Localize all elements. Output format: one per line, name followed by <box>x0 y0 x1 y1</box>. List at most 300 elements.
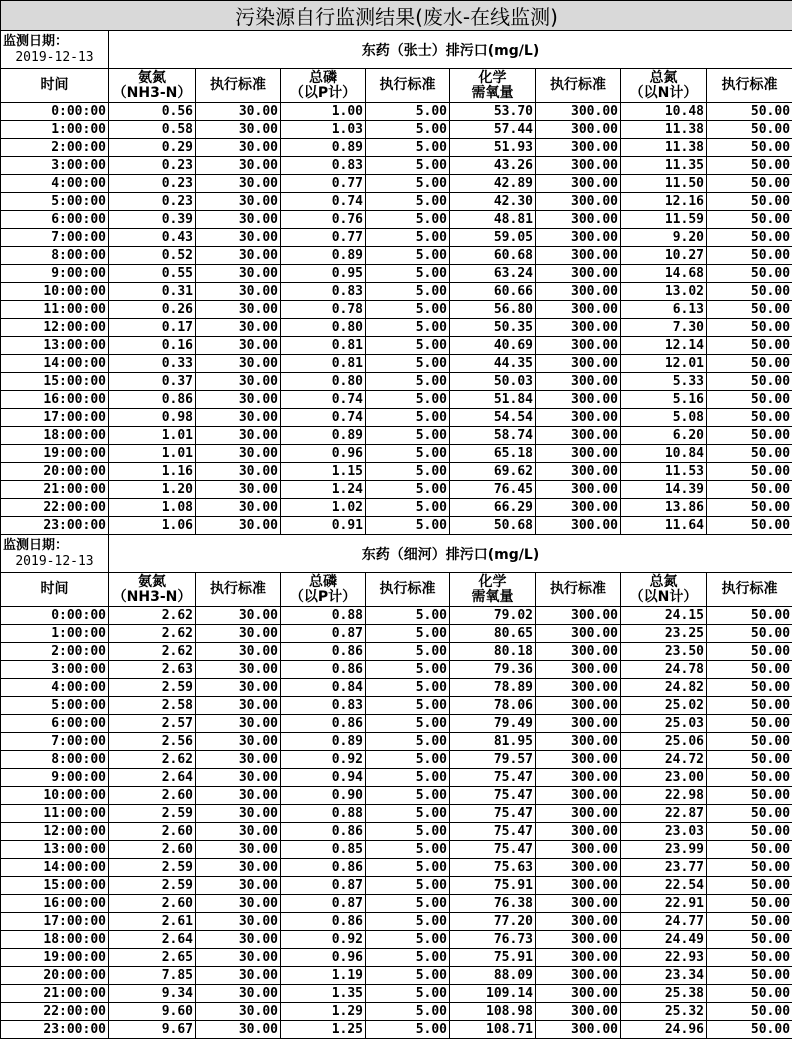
table-cell: 0.96 <box>281 949 366 967</box>
table-cell: 5.00 <box>366 355 450 373</box>
table-cell: 78.06 <box>450 697 536 715</box>
table-cell: 0.17 <box>109 319 196 337</box>
table-cell: 1.01 <box>109 427 196 445</box>
table-cell: 50.00 <box>707 265 792 283</box>
table-cell: 48.81 <box>450 211 536 229</box>
table-cell: 0.81 <box>281 355 366 373</box>
table-cell: 5.00 <box>366 1021 450 1039</box>
table-cell: 50.68 <box>450 517 536 535</box>
table-cell: 5.00 <box>366 391 450 409</box>
table-cell: 1.19 <box>281 967 366 985</box>
table-cell: 10.48 <box>621 103 707 121</box>
table-cell: 5.00 <box>366 823 450 841</box>
table-cell: 0.86 <box>281 643 366 661</box>
table-cell: 2.65 <box>109 949 196 967</box>
table-cell: 5.00 <box>366 1003 450 1021</box>
table-cell: 300.00 <box>536 391 621 409</box>
table-cell: 50.00 <box>707 805 792 823</box>
table-cell: 5.00 <box>366 643 450 661</box>
table-cell: 50.00 <box>707 823 792 841</box>
table-cell: 2.57 <box>109 715 196 733</box>
table-cell: 23:00:00 <box>1 517 109 535</box>
table-cell: 30.00 <box>196 967 281 985</box>
table-row <box>1 355 792 373</box>
table-row <box>1 913 792 931</box>
column-header-line: 执行标准 <box>210 77 266 93</box>
table-cell: 17:00:00 <box>1 409 109 427</box>
table-cell: 300.00 <box>536 643 621 661</box>
table-row <box>1 679 792 697</box>
table-cell: 21:00:00 <box>1 985 109 1003</box>
monitoring-date-label: 监测日期： <box>3 537 69 553</box>
table-row <box>1 409 792 427</box>
page-title: 污染源自行监测结果(废水-在线监测) <box>1 1 792 31</box>
table-cell: 300.00 <box>536 121 621 139</box>
title-row <box>1 1 792 31</box>
table-cell: 42.89 <box>450 175 536 193</box>
table-cell: 300.00 <box>536 805 621 823</box>
table-row <box>1 733 792 751</box>
table-cell: 25.38 <box>621 985 707 1003</box>
table-row <box>1 211 792 229</box>
table-cell: 51.93 <box>450 139 536 157</box>
table-cell: 30.00 <box>196 697 281 715</box>
table-cell: 0.78 <box>281 301 366 319</box>
table-cell: 2.62 <box>109 625 196 643</box>
table-cell: 5.00 <box>366 463 450 481</box>
table-cell: 25.02 <box>621 697 707 715</box>
table-row <box>1 895 792 913</box>
table-cell: 300.00 <box>536 607 621 625</box>
table-cell: 23.50 <box>621 643 707 661</box>
table-cell: 2.59 <box>109 859 196 877</box>
table-cell: 300.00 <box>536 679 621 697</box>
table-cell: 16:00:00 <box>1 895 109 913</box>
table-row <box>1 787 792 805</box>
table-cell: 30.00 <box>196 373 281 391</box>
table-cell: 50.00 <box>707 211 792 229</box>
table-cell: 300.00 <box>536 823 621 841</box>
table-cell: 1.08 <box>109 499 196 517</box>
table-cell: 24.72 <box>621 751 707 769</box>
table-cell: 0.94 <box>281 769 366 787</box>
table-cell: 300.00 <box>536 193 621 211</box>
table-cell: 2.58 <box>109 697 196 715</box>
table-cell: 65.18 <box>450 445 536 463</box>
table-cell: 109.14 <box>450 985 536 1003</box>
column-header-subline: 需氧量 <box>471 84 514 101</box>
table-cell: 50.00 <box>707 643 792 661</box>
table-cell: 24.96 <box>621 1021 707 1039</box>
table-cell: 50.00 <box>707 697 792 715</box>
table-cell: 50.00 <box>707 517 792 535</box>
table-cell: 50.00 <box>707 913 792 931</box>
table-row <box>1 607 792 625</box>
table-row <box>1 373 792 391</box>
table-cell: 24.49 <box>621 931 707 949</box>
table-cell: 79.57 <box>450 751 536 769</box>
table-row <box>1 661 792 679</box>
column-header-subline: （以P计） <box>289 84 357 101</box>
table-row <box>1 643 792 661</box>
table-cell: 5.33 <box>621 373 707 391</box>
table-cell: 50.00 <box>707 247 792 265</box>
table-cell: 5.00 <box>366 337 450 355</box>
table-cell: 300.00 <box>536 337 621 355</box>
column-header-line: 时间 <box>40 581 69 597</box>
table-cell: 300.00 <box>536 517 621 535</box>
table-cell: 30.00 <box>196 607 281 625</box>
table-cell: 19:00:00 <box>1 445 109 463</box>
table-cell: 2.60 <box>109 895 196 913</box>
table-row <box>1 949 792 967</box>
table-cell: 16:00:00 <box>1 391 109 409</box>
table-cell: 22.93 <box>621 949 707 967</box>
table-cell: 23.99 <box>621 841 707 859</box>
table-cell: 50.00 <box>707 751 792 769</box>
table-cell: 30.00 <box>196 949 281 967</box>
table-row <box>1 625 792 643</box>
table-cell: 0.77 <box>281 175 366 193</box>
table-cell: 50.00 <box>707 679 792 697</box>
column-header <box>366 573 450 607</box>
table-cell: 5.00 <box>366 247 450 265</box>
table-cell: 50.00 <box>707 175 792 193</box>
table-cell: 300.00 <box>536 265 621 283</box>
table-cell: 50.00 <box>707 607 792 625</box>
table-cell: 6:00:00 <box>1 211 109 229</box>
table-cell: 50.00 <box>707 337 792 355</box>
table-cell: 25.03 <box>621 715 707 733</box>
table-cell: 1.25 <box>281 1021 366 1039</box>
column-header <box>109 69 196 103</box>
table-cell: 1.35 <box>281 985 366 1003</box>
table-cell: 50.00 <box>707 1021 792 1039</box>
table-cell: 22.91 <box>621 895 707 913</box>
table-cell: 18:00:00 <box>1 931 109 949</box>
table-cell: 50.00 <box>707 427 792 445</box>
table-cell: 88.09 <box>450 967 536 985</box>
table-cell: 2.64 <box>109 769 196 787</box>
table-cell: 50.35 <box>450 319 536 337</box>
table-cell: 0.77 <box>281 229 366 247</box>
table-cell: 300.00 <box>536 427 621 445</box>
column-header-line: 执行标准 <box>721 77 778 93</box>
table-cell: 0.86 <box>281 913 366 931</box>
table-row <box>1 1003 792 1021</box>
table-cell: 23:00:00 <box>1 1021 109 1039</box>
table-cell: 11.50 <box>621 175 707 193</box>
table-cell: 10.84 <box>621 445 707 463</box>
table-cell: 30.00 <box>196 679 281 697</box>
table-cell: 40.69 <box>450 337 536 355</box>
table-row <box>1 247 792 265</box>
table-cell: 0.74 <box>281 409 366 427</box>
table-cell: 5.00 <box>366 733 450 751</box>
table-cell: 66.29 <box>450 499 536 517</box>
table-cell: 5.00 <box>366 949 450 967</box>
table-cell: 5.00 <box>366 121 450 139</box>
table-cell: 30.00 <box>196 895 281 913</box>
table-cell: 300.00 <box>536 931 621 949</box>
table-cell: 0.86 <box>281 715 366 733</box>
table-cell: 300.00 <box>536 625 621 643</box>
table-cell: 2.61 <box>109 913 196 931</box>
table-cell: 44.35 <box>450 355 536 373</box>
table-row <box>1 445 792 463</box>
table-row <box>1 391 792 409</box>
table-row <box>1 985 792 1003</box>
monitoring-date-label: 监测日期： <box>3 33 69 49</box>
table-cell: 50.00 <box>707 841 792 859</box>
table-cell: 22:00:00 <box>1 1003 109 1021</box>
table-cell: 10:00:00 <box>1 787 109 805</box>
table-cell: 30.00 <box>196 643 281 661</box>
table-cell: 9.20 <box>621 229 707 247</box>
table-cell: 0.87 <box>281 625 366 643</box>
table-cell: 12.01 <box>621 355 707 373</box>
table-cell: 2.59 <box>109 805 196 823</box>
table-cell: 50.00 <box>707 661 792 679</box>
table-cell: 300.00 <box>536 247 621 265</box>
table-row <box>1 967 792 985</box>
table-cell: 9.34 <box>109 985 196 1003</box>
table-cell: 50.00 <box>707 733 792 751</box>
table-row <box>1 805 792 823</box>
table-cell: 5.00 <box>366 481 450 499</box>
table-cell: 9.67 <box>109 1021 196 1039</box>
table-row <box>1 301 792 319</box>
table-cell: 80.65 <box>450 625 536 643</box>
table-row <box>1 823 792 841</box>
table-cell: 30.00 <box>196 445 281 463</box>
table-cell: 30.00 <box>196 157 281 175</box>
table-cell: 300.00 <box>536 1021 621 1039</box>
table-cell: 30.00 <box>196 517 281 535</box>
monitoring-date-value: 2019-12-13 <box>15 553 94 569</box>
table-cell: 30.00 <box>196 247 281 265</box>
outlet-name: 东药（张士）排污口(mg/L) <box>109 31 792 69</box>
outlet-name: 东药（细河）排污口(mg/L) <box>109 535 792 573</box>
table-cell: 11.59 <box>621 211 707 229</box>
table-cell: 5.00 <box>366 175 450 193</box>
table-cell: 30.00 <box>196 787 281 805</box>
table-cell: 50.00 <box>707 895 792 913</box>
column-header-subline: 需氧量 <box>471 588 514 605</box>
column-header-line: 执行标准 <box>721 581 778 597</box>
table-row <box>1 499 792 517</box>
table-cell: 5.00 <box>366 931 450 949</box>
monitoring-date-value: 2019-12-13 <box>15 49 94 65</box>
table-cell: 43.26 <box>450 157 536 175</box>
table-cell: 50.00 <box>707 967 792 985</box>
table-cell: 50.00 <box>707 1003 792 1021</box>
table-cell: 5.00 <box>366 625 450 643</box>
table-cell: 12:00:00 <box>1 823 109 841</box>
table-cell: 5.00 <box>366 841 450 859</box>
table-cell: 30.00 <box>196 463 281 481</box>
table-cell: 30.00 <box>196 877 281 895</box>
table-cell: 50.00 <box>707 193 792 211</box>
table-cell: 22.98 <box>621 787 707 805</box>
table-cell: 300.00 <box>536 733 621 751</box>
table-cell: 50.00 <box>707 373 792 391</box>
table-cell: 79.36 <box>450 661 536 679</box>
column-header-row <box>1 573 792 607</box>
table-cell: 5.00 <box>366 211 450 229</box>
table-cell: 23.77 <box>621 859 707 877</box>
table-cell: 20:00:00 <box>1 463 109 481</box>
table-cell: 300.00 <box>536 319 621 337</box>
table-cell: 108.71 <box>450 1021 536 1039</box>
table-cell: 56.80 <box>450 301 536 319</box>
table-row <box>1 715 792 733</box>
table-cell: 12.16 <box>621 193 707 211</box>
table-cell: 2.60 <box>109 841 196 859</box>
column-header <box>536 69 621 103</box>
section-info-row <box>1 31 792 69</box>
table-cell: 5.00 <box>366 877 450 895</box>
table-cell: 75.63 <box>450 859 536 877</box>
table-cell: 300.00 <box>536 301 621 319</box>
table-cell: 10:00:00 <box>1 283 109 301</box>
column-header-line: 总氮 <box>649 573 678 590</box>
table-cell: 81.95 <box>450 733 536 751</box>
table-cell: 50.00 <box>707 139 792 157</box>
table-cell: 5.00 <box>366 139 450 157</box>
table-cell: 13:00:00 <box>1 337 109 355</box>
table-cell: 50.00 <box>707 391 792 409</box>
table-cell: 0.84 <box>281 679 366 697</box>
column-header-line: 执行标准 <box>379 581 436 597</box>
table-cell: 50.00 <box>707 877 792 895</box>
table-cell: 0.29 <box>109 139 196 157</box>
table-cell: 5.00 <box>366 499 450 517</box>
table-cell: 23.03 <box>621 823 707 841</box>
table-cell: 76.73 <box>450 931 536 949</box>
table-cell: 50.00 <box>707 985 792 1003</box>
column-header <box>621 573 707 607</box>
column-header-subline: （NH3-N） <box>112 84 192 101</box>
table-row <box>1 859 792 877</box>
table-cell: 0.23 <box>109 193 196 211</box>
table-cell: 0.85 <box>281 841 366 859</box>
table-cell: 1.06 <box>109 517 196 535</box>
table-cell: 300.00 <box>536 787 621 805</box>
table-cell: 5.00 <box>366 427 450 445</box>
column-header-line: 总磷 <box>309 69 337 86</box>
table-cell: 300.00 <box>536 661 621 679</box>
column-header <box>366 69 450 103</box>
table-cell: 59.05 <box>450 229 536 247</box>
column-header <box>196 69 281 103</box>
table-cell: 0.76 <box>281 211 366 229</box>
table-cell: 9:00:00 <box>1 769 109 787</box>
table-cell: 50.00 <box>707 157 792 175</box>
table-cell: 30.00 <box>196 121 281 139</box>
table-cell: 300.00 <box>536 373 621 391</box>
table-cell: 0.89 <box>281 247 366 265</box>
table-cell: 30.00 <box>196 1003 281 1021</box>
table-body <box>1 1 792 1039</box>
table-cell: 0.98 <box>109 409 196 427</box>
table-cell: 51.84 <box>450 391 536 409</box>
table-cell: 2.62 <box>109 643 196 661</box>
column-header <box>281 573 366 607</box>
table-cell: 30.00 <box>196 229 281 247</box>
table-cell: 25.06 <box>621 733 707 751</box>
table-cell: 0.26 <box>109 301 196 319</box>
table-cell: 3:00:00 <box>1 157 109 175</box>
table-cell: 300.00 <box>536 211 621 229</box>
column-header <box>196 573 281 607</box>
monitoring-date-cell <box>1 31 109 69</box>
table-cell: 30.00 <box>196 913 281 931</box>
table-cell: 5.00 <box>366 445 450 463</box>
table-cell: 0.87 <box>281 895 366 913</box>
table-cell: 30.00 <box>196 319 281 337</box>
table-cell: 300.00 <box>536 895 621 913</box>
table-cell: 30.00 <box>196 409 281 427</box>
table-cell: 14.68 <box>621 265 707 283</box>
table-cell: 3:00:00 <box>1 661 109 679</box>
table-cell: 0.89 <box>281 733 366 751</box>
table-cell: 75.91 <box>450 877 536 895</box>
table-cell: 7:00:00 <box>1 733 109 751</box>
table-row <box>1 139 792 157</box>
table-cell: 0.92 <box>281 931 366 949</box>
table-cell: 0.55 <box>109 265 196 283</box>
table-row <box>1 463 792 481</box>
table-cell: 300.00 <box>536 355 621 373</box>
table-cell: 5.00 <box>366 697 450 715</box>
table-cell: 14.39 <box>621 481 707 499</box>
table-cell: 1.20 <box>109 481 196 499</box>
table-cell: 5.00 <box>366 967 450 985</box>
table-row <box>1 877 792 895</box>
table-cell: 2.60 <box>109 787 196 805</box>
table-cell: 50.00 <box>707 103 792 121</box>
table-cell: 5.00 <box>366 679 450 697</box>
table-cell: 30.00 <box>196 1021 281 1039</box>
table-cell: 63.24 <box>450 265 536 283</box>
table-cell: 15:00:00 <box>1 373 109 391</box>
table-cell: 300.00 <box>536 139 621 157</box>
table-cell: 30.00 <box>196 751 281 769</box>
table-cell: 5.00 <box>366 373 450 391</box>
table-cell: 8:00:00 <box>1 751 109 769</box>
table-cell: 78.89 <box>450 679 536 697</box>
table-cell: 8:00:00 <box>1 247 109 265</box>
table-cell: 5.00 <box>366 895 450 913</box>
table-cell: 11.38 <box>621 139 707 157</box>
table-cell: 5.16 <box>621 391 707 409</box>
table-cell: 50.00 <box>707 409 792 427</box>
table-cell: 11.64 <box>621 517 707 535</box>
column-header-line: 氨氮 <box>138 69 166 86</box>
table-cell: 2:00:00 <box>1 139 109 157</box>
table-cell: 5:00:00 <box>1 697 109 715</box>
table-cell: 0.43 <box>109 229 196 247</box>
table-cell: 0.33 <box>109 355 196 373</box>
table-cell: 14:00:00 <box>1 355 109 373</box>
table-cell: 1.03 <box>281 121 366 139</box>
table-cell: 30.00 <box>196 193 281 211</box>
table-cell: 5.00 <box>366 751 450 769</box>
table-cell: 0.83 <box>281 283 366 301</box>
table-cell: 23.00 <box>621 769 707 787</box>
table-cell: 5:00:00 <box>1 193 109 211</box>
